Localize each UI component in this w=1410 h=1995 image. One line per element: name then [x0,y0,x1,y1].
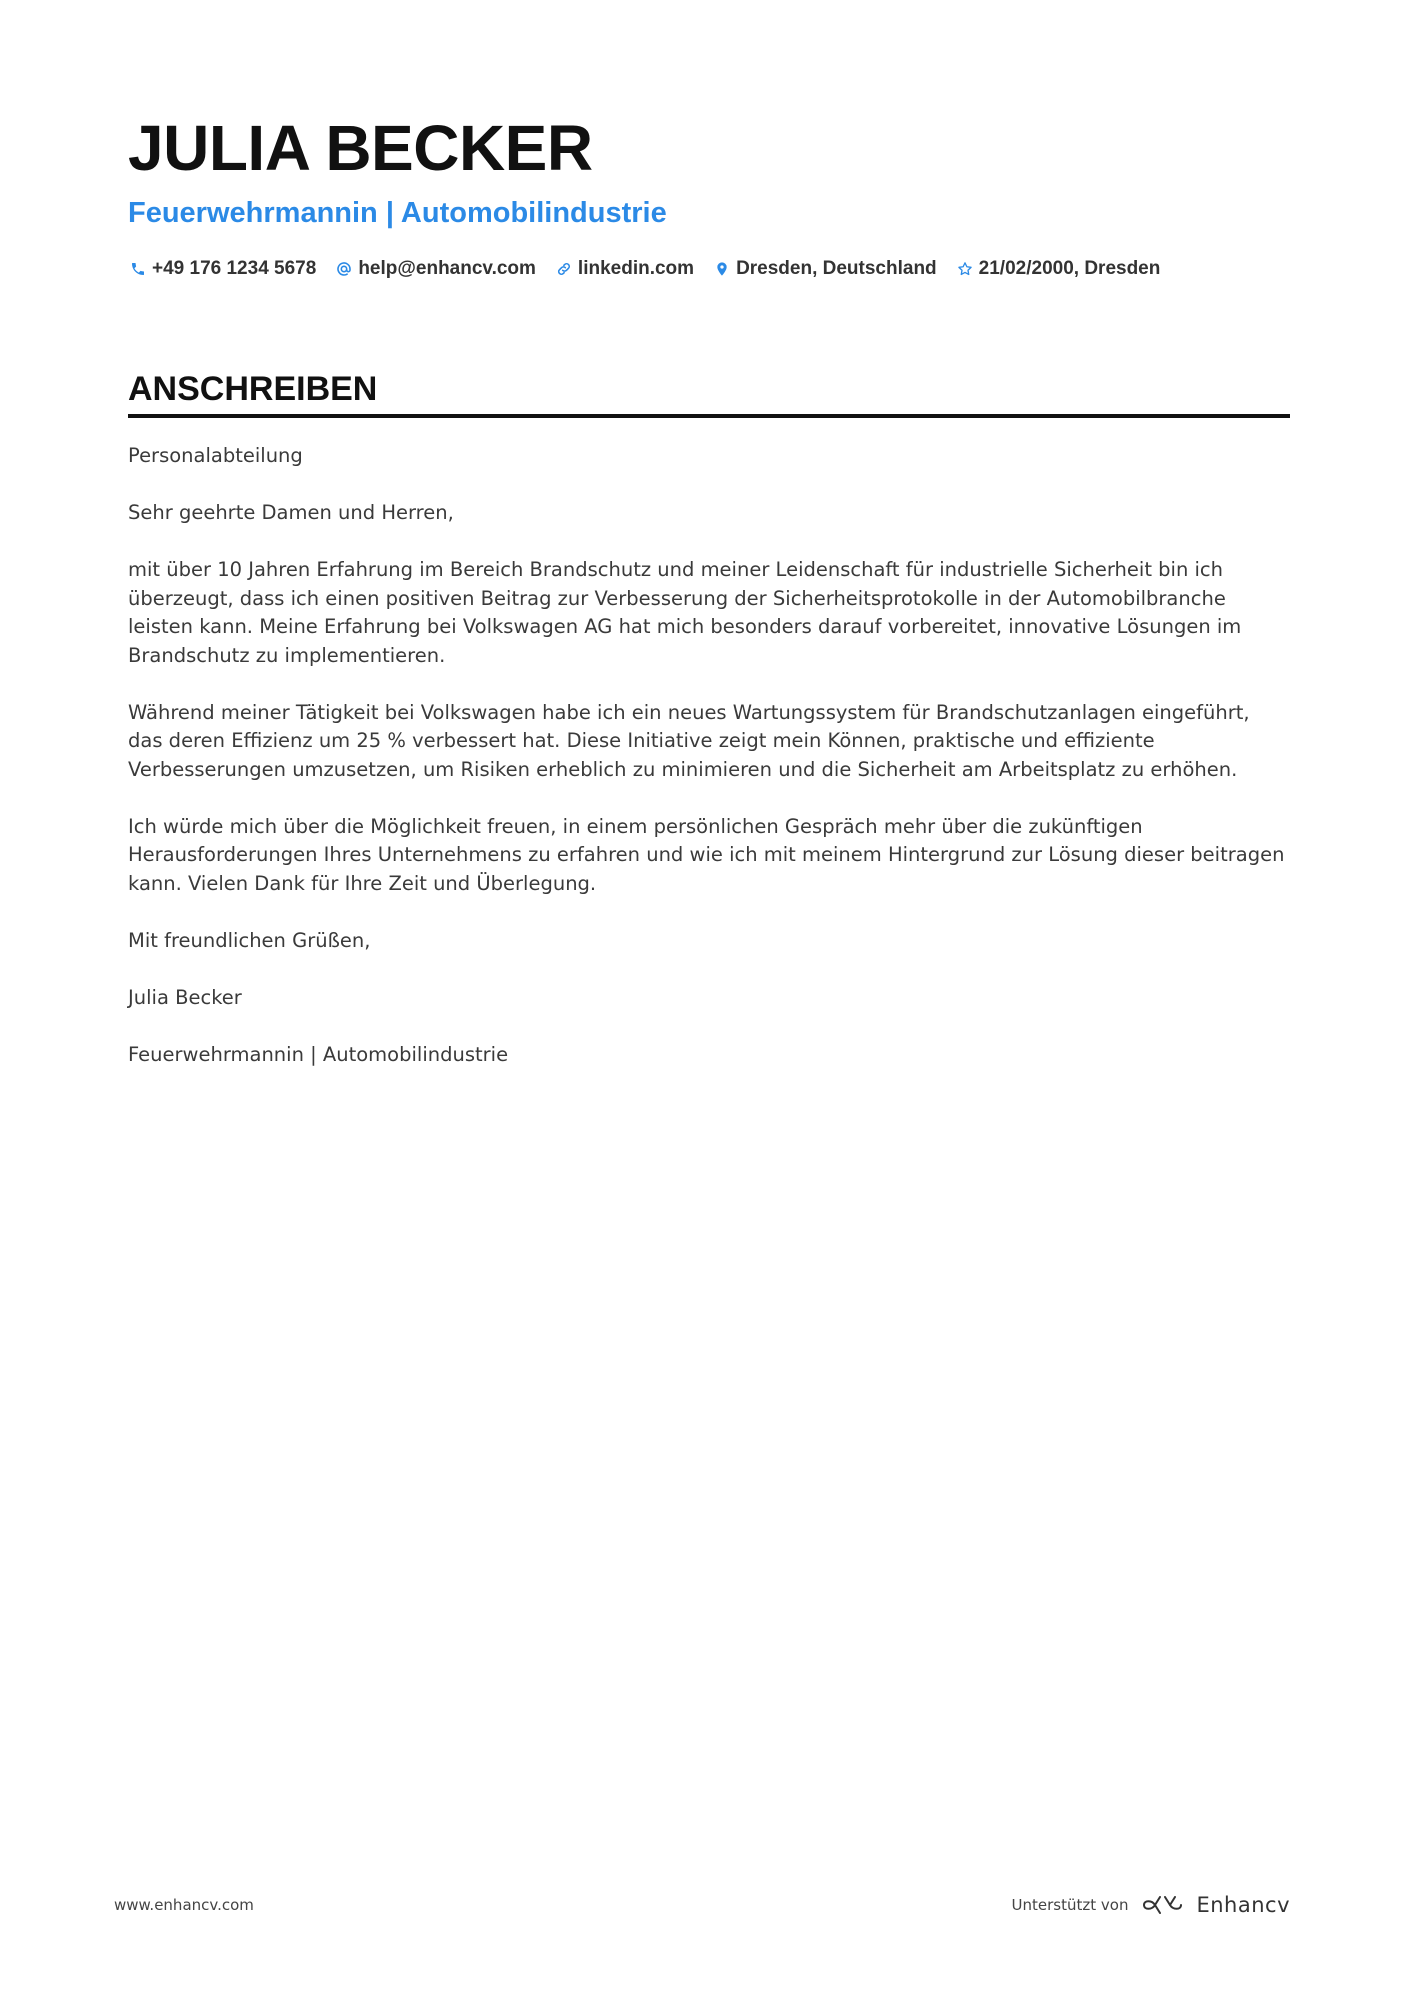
star-icon [955,259,975,279]
letter-paragraph-1: mit über 10 Jahren Erfahrung im Bereich Brandschutz und meiner Leidenschaft für industrielle Sicherheit bin ich überzeugt, dass ich einen positiven Beitrag zur Verbesserung der Sicherheitsprotokolle in der Automobilbranche leisten kann. Meine Erfahrung bei Volkswagen AG hat mich besonders darauf vorbereitet, innovative Lösungen im Brandschutz zu implementieren. [128,558,1242,667]
contact-location-text: Dresden, Deutschland [736,258,937,279]
contact-birth-text: 21/02/2000, Dresden [978,258,1161,279]
letter-recipient: Personalabteilung [128,444,303,467]
candidate-name: JULIA BECKER [128,112,593,184]
cover-letter-section [128,366,1290,1098]
link-icon [554,259,574,279]
contact-phone [128,258,316,280]
contact-email[interactable] [334,258,536,280]
section-divider [128,414,1290,418]
contact-location [712,258,937,280]
signature-name: Julia Becker [128,985,242,1009]
letter-body [128,442,1290,1069]
contact-linkedin[interactable] [554,258,694,280]
letter-closing: Mit freundlichen Grüßen, [128,928,371,952]
phone-icon [128,259,148,279]
at-icon [334,259,354,279]
footer-website-link[interactable]: www.enhancv.com [114,1896,254,1914]
location-pin-icon [712,259,732,279]
contact-phone-text: +49 176 1234 5678 [152,258,317,279]
header [128,108,1288,280]
letter-paragraph-3: Ich würde mich über die Möglichkeit freuen, in einem persönlichen Gespräch mehr über die zukünftigen Herausforderungen Ihres Unternehmens zu erfahren und wie ich mit meinem Hintergrund zur Lösung dieser beitragen kann. Vielen Dank für Ihre Zeit und Überlegung. [128,814,1285,895]
section-title: ANSCHREIBEN [128,370,378,408]
contact-email-text: help@enhancv.com [358,258,536,279]
contact-bar [128,258,1288,280]
contact-linkedin-text: linkedin.com [577,258,695,279]
brand-name: Enhancv [1196,1893,1290,1917]
footer [114,1890,1290,1920]
letter-salutation: Sehr geehrte Damen und Herren, [128,501,454,524]
candidate-title: Feuerwehrmannin | Automobilindustrie [128,197,667,229]
enhancv-logo-icon [1140,1892,1186,1918]
contact-birth [955,258,1161,280]
signature-title: Feuerwehrmannin | Automobilindustrie [128,1042,509,1066]
powered-by [1012,1892,1290,1918]
powered-by-label: Unterstützt von [1011,1896,1129,1914]
letter-paragraph-2: Während meiner Tätigkeit bei Volkswagen habe ich ein neues Wartungssystem für Brandschutzanlagen eingeführt, das deren Effizienz um 25 % verbessert hat. Diese Initiative zeigt mein Können, praktische und effiziente Verbesserungen umzusetzen, um Risiken erheblich zu minimieren und die Sicherheit am Arbeitsplatz zu erhöhen. [128,700,1250,781]
